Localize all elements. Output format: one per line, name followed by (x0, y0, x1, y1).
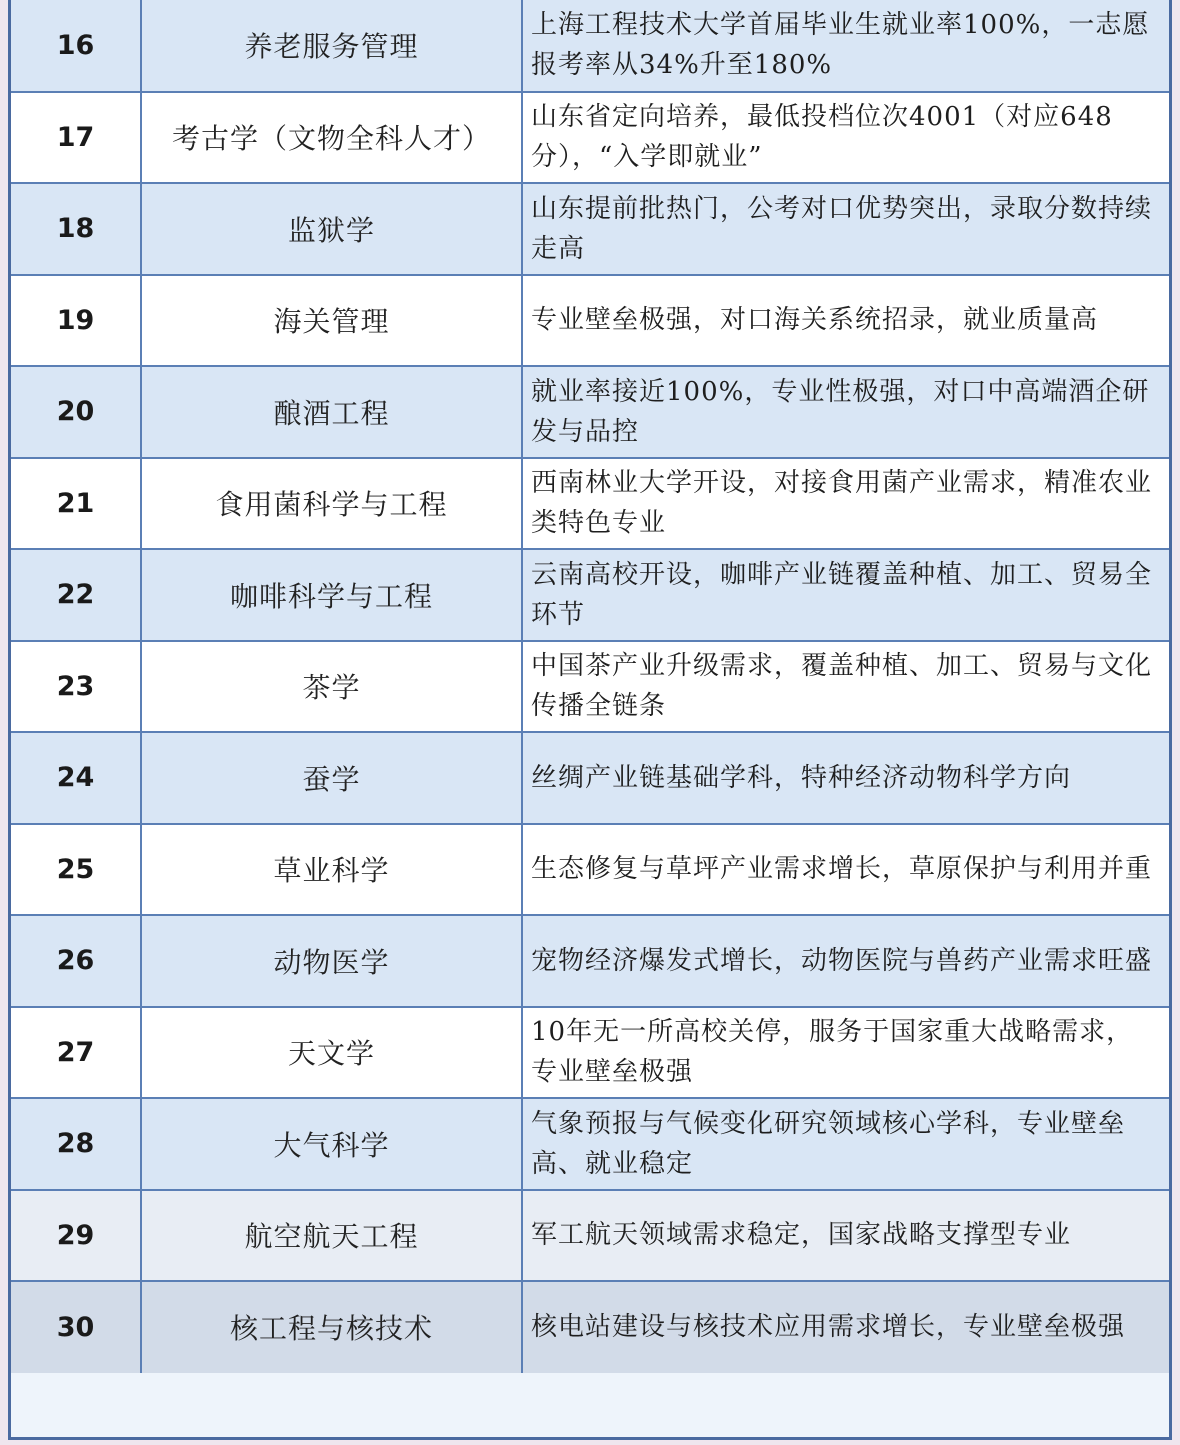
major-name: 食用菌科学与工程 (141, 458, 522, 550)
major-description: 云南高校开设，咖啡产业链覆盖种植、加工、贸易全环节 (522, 549, 1169, 641)
major-description: 丝绸产业链基础学科，特种经济动物科学方向 (522, 732, 1169, 824)
table-row (11, 366, 1169, 458)
row-number: 20 (11, 366, 141, 458)
row-number: 23 (11, 641, 141, 733)
table-row (11, 275, 1169, 367)
table-row (11, 1190, 1169, 1282)
row-number: 27 (11, 1007, 141, 1099)
major-description: 10年无一所高校关停，服务于国家重大战略需求，专业壁垒极强 (522, 1007, 1169, 1099)
major-description: 生态修复与草坪产业需求增长，草原保护与利用并重 (522, 824, 1169, 916)
row-number: 16 (11, 0, 141, 92)
major-description: 山东提前批热门，公考对口优势突出，录取分数持续走高 (522, 183, 1169, 275)
major-name: 监狱学 (141, 183, 522, 275)
majors-table-frame (8, 0, 1172, 1440)
major-description: 核电站建设与核技术应用需求增长，专业壁垒极强 (522, 1281, 1169, 1373)
table-row (11, 92, 1169, 184)
table-row (11, 732, 1169, 824)
table-row (11, 0, 1169, 92)
row-number: 24 (11, 732, 141, 824)
major-description: 专业壁垒极强，对口海关系统招录，就业质量高 (522, 275, 1169, 367)
row-number: 25 (11, 824, 141, 916)
major-name: 蚕学 (141, 732, 522, 824)
major-description: 山东省定向培养，最低投档位次4001（对应648分），“入学即就业” (522, 92, 1169, 184)
row-number: 30 (11, 1281, 141, 1373)
major-description: 军工航天领域需求稳定，国家战略支撑型专业 (522, 1190, 1169, 1282)
table-row (11, 183, 1169, 275)
major-description: 上海工程技术大学首届毕业生就业率100%，一志愿报考率从34%升至180% (522, 0, 1169, 92)
row-number: 29 (11, 1190, 141, 1282)
major-name: 茶学 (141, 641, 522, 733)
major-name: 核工程与核技术 (141, 1281, 522, 1373)
major-name: 养老服务管理 (141, 0, 522, 92)
row-number: 17 (11, 92, 141, 184)
table-row (11, 458, 1169, 550)
table-row (11, 1281, 1169, 1373)
major-name: 草业科学 (141, 824, 522, 916)
major-name: 咖啡科学与工程 (141, 549, 522, 641)
row-number: 21 (11, 458, 141, 550)
major-name: 海关管理 (141, 275, 522, 367)
table-row (11, 641, 1169, 733)
major-name: 考古学（文物全科人才） (141, 92, 522, 184)
table-row (11, 915, 1169, 1007)
major-name: 大气科学 (141, 1098, 522, 1190)
major-name: 动物医学 (141, 915, 522, 1007)
table-row (11, 1007, 1169, 1099)
major-description: 宠物经济爆发式增长，动物医院与兽药产业需求旺盛 (522, 915, 1169, 1007)
row-number: 26 (11, 915, 141, 1007)
major-description: 气象预报与气候变化研究领域核心学科，专业壁垒高、就业稳定 (522, 1098, 1169, 1190)
row-number: 22 (11, 549, 141, 641)
row-number: 18 (11, 183, 141, 275)
majors-table (11, 0, 1169, 1373)
major-description: 就业率接近100%，专业性极强，对口中高端酒企研发与品控 (522, 366, 1169, 458)
row-number: 28 (11, 1098, 141, 1190)
major-name: 航空航天工程 (141, 1190, 522, 1282)
table-row (11, 1098, 1169, 1190)
major-name: 酿酒工程 (141, 366, 522, 458)
major-description: 中国茶产业升级需求，覆盖种植、加工、贸易与文化传播全链条 (522, 641, 1169, 733)
table-row (11, 549, 1169, 641)
table-row (11, 824, 1169, 916)
row-number: 19 (11, 275, 141, 367)
major-name: 天文学 (141, 1007, 522, 1099)
major-description: 西南林业大学开设，对接食用菌产业需求，精准农业类特色专业 (522, 458, 1169, 550)
